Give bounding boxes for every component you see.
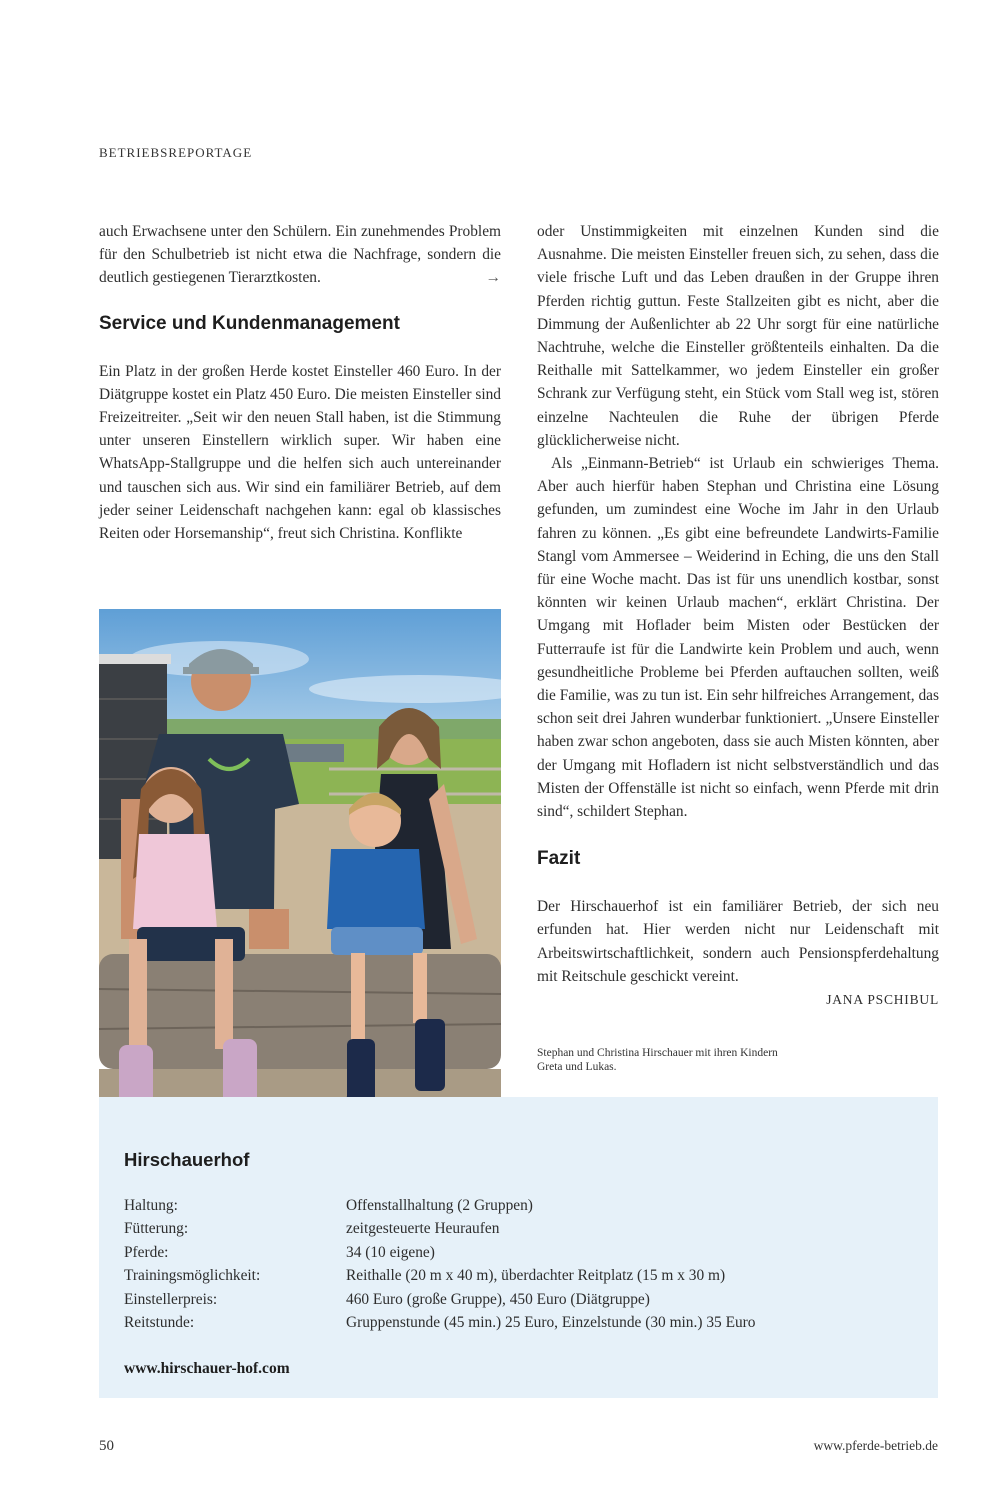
left-paragraph-1: auch Erwachsene unter den Schülern. Ein zunehmendes Problem für den Schulbetrieb ist nicht etwa die Nachfrage, sondern die deutlich gestiegenen Tierarztkosten. → [99,220,501,290]
page-number: 50 [99,1438,114,1454]
info-value: Gruppenstunde (45 min.) 25 Euro, Einzelstunde (30 min.) 35 Euro [346,1313,756,1331]
info-value: Reithalle (20 m x 40 m), überdachter Reitplatz (15 m x 30 m) [346,1267,726,1285]
right-paragraph-2: Als „Einmann-Betrieb“ ist Urlaub ein schwieriges Thema. Aber auch hierfür haben Stephan und Christina eine Lösung gefunden, um zumindest eine Woche im Jahr in den Urlaub fahren zu können. „Es gibt eine befreundete Landwirts-Familie Stangl vom Ammersee – Weiderind in Eching, die uns den Stall für eine Woche macht. Das ist für uns unendlich kostbar, sonst könnten wir keinen Urlaub machen“, erklärt Christina. Der Umgang mit Hoflader beim Misten oder Bestücken der Futterraufe ist für die Landwirte kein Problem und auch, wenn gesundheitliche Probleme bei Pferden auftauchen sollten, weiß die Familie, was zu tun ist. Ein sehr hilfreiches Arrangement, das schon seit drei Jahren wunderbar funktioniert. „Unsere Einsteller haben zwar schon angeboten, dass sie auch Misten könnten, aber der Umgang mit Hofladern ist nicht selbstverständlich und das Misten der Offenställe ist nicht so einfach, wenn Pferde mit drin sind“, schildert Stephan. [537,455,939,821]
left-column [99,220,501,545]
info-key: Pferde: [124,1243,169,1261]
info-value: zeitgesteuerte Heuraufen [346,1220,500,1238]
info-value: 34 (10 eigene) [346,1243,435,1261]
info-key: Reitstunde: [124,1313,195,1331]
info-row [124,1197,755,1220]
info-key: Fütterung: [124,1220,189,1238]
info-key: Einstellerpreis: [124,1290,218,1308]
photo-caption: Stephan und Christina Hirschauer mit ihren Kindern Greta und Lukas. [537,1047,778,1073]
right-paragraph-1: oder Unstimmigkeiten mit einzelnen Kunden sind die Ausnahme. Die meisten Einsteller freuen sich, zu sehen, dass die viele frische Luft und das Leben draußen in der Gruppe ihren Pferden richtig guttun. Feste Stallzeiten gibt es nicht, aber die Dimmung der Außenlichter ab 22 Uhr sorgt für eine natürliche Nachtruhe, welche die Einsteller größtenteils einhalten. Da die Reithalle mit Sattelkammer, wo jedem Einsteller ein großer Schrank zur Verfügung steht, ein Stück vom Stall weg ist, stören einzelne Nachteulen die Ruhe der übrigen Pferde glücklicherweise nicht. [537,223,939,449]
info-table [124,1197,755,1337]
info-row [124,1267,755,1290]
info-key: Trainingsmöglichkeit: [124,1267,261,1285]
section-label: BETRIEBSREPORTAGE [99,145,253,160]
magazine-website-link[interactable]: www.pferde-betrieb.de [813,1438,938,1453]
info-value: 460 Euro (große Gruppe), 450 Euro (Diätgruppe) [346,1290,650,1308]
info-row [124,1314,755,1337]
info-row [124,1291,755,1314]
heading-service: Service und Kundenmanagement [99,312,400,334]
right-column [537,220,939,1011]
left-paragraph-2: Ein Platz in der großen Herde kostet Einsteller 460 Euro. In der Diätgruppe kostet ein Platz 450 Euro. Die meisten Einsteller sind Freizeitreiter. „Seit wir den neuen Stall haben, ist die Stimmung unter unseren Einstellern wirklich super. Wir haben eine WhatsApp-Stallgruppe und die helfen sich auch untereinander und tauschen sich aus. Wir sind ein familiärer Betrieb, auf dem jeder seiner Leidenschaft nachgehen kann: egal ob klassisches Reiten oder Horsemanship“, freut sich Christina. Konflikte [99,362,501,543]
continue-arrow-icon: → [485,269,501,287]
family-photo [99,609,501,1097]
info-value: Offenstallhaltung (2 Gruppen) [346,1197,533,1214]
info-box-title: Hirschauerhof [124,1149,250,1170]
heading-fazit: Fazit [537,848,581,870]
hirschauer-website-link[interactable]: www.hirschauer-hof.com [124,1360,290,1377]
info-row [124,1244,755,1267]
info-key: Haltung: [124,1197,178,1214]
author: JANA PSCHIBUL [826,992,939,1008]
right-paragraph-3: Der Hirschauerhof ist ein familiärer Betrieb, der sich neu erfunden hat. Hier werden nicht nur Leidenschaft mit Arbeitswirtschaftlichkeit, sondern auch Pensionspferdehaltung mit Reitschule geschickt vereint. [537,898,939,985]
info-row [124,1220,755,1243]
